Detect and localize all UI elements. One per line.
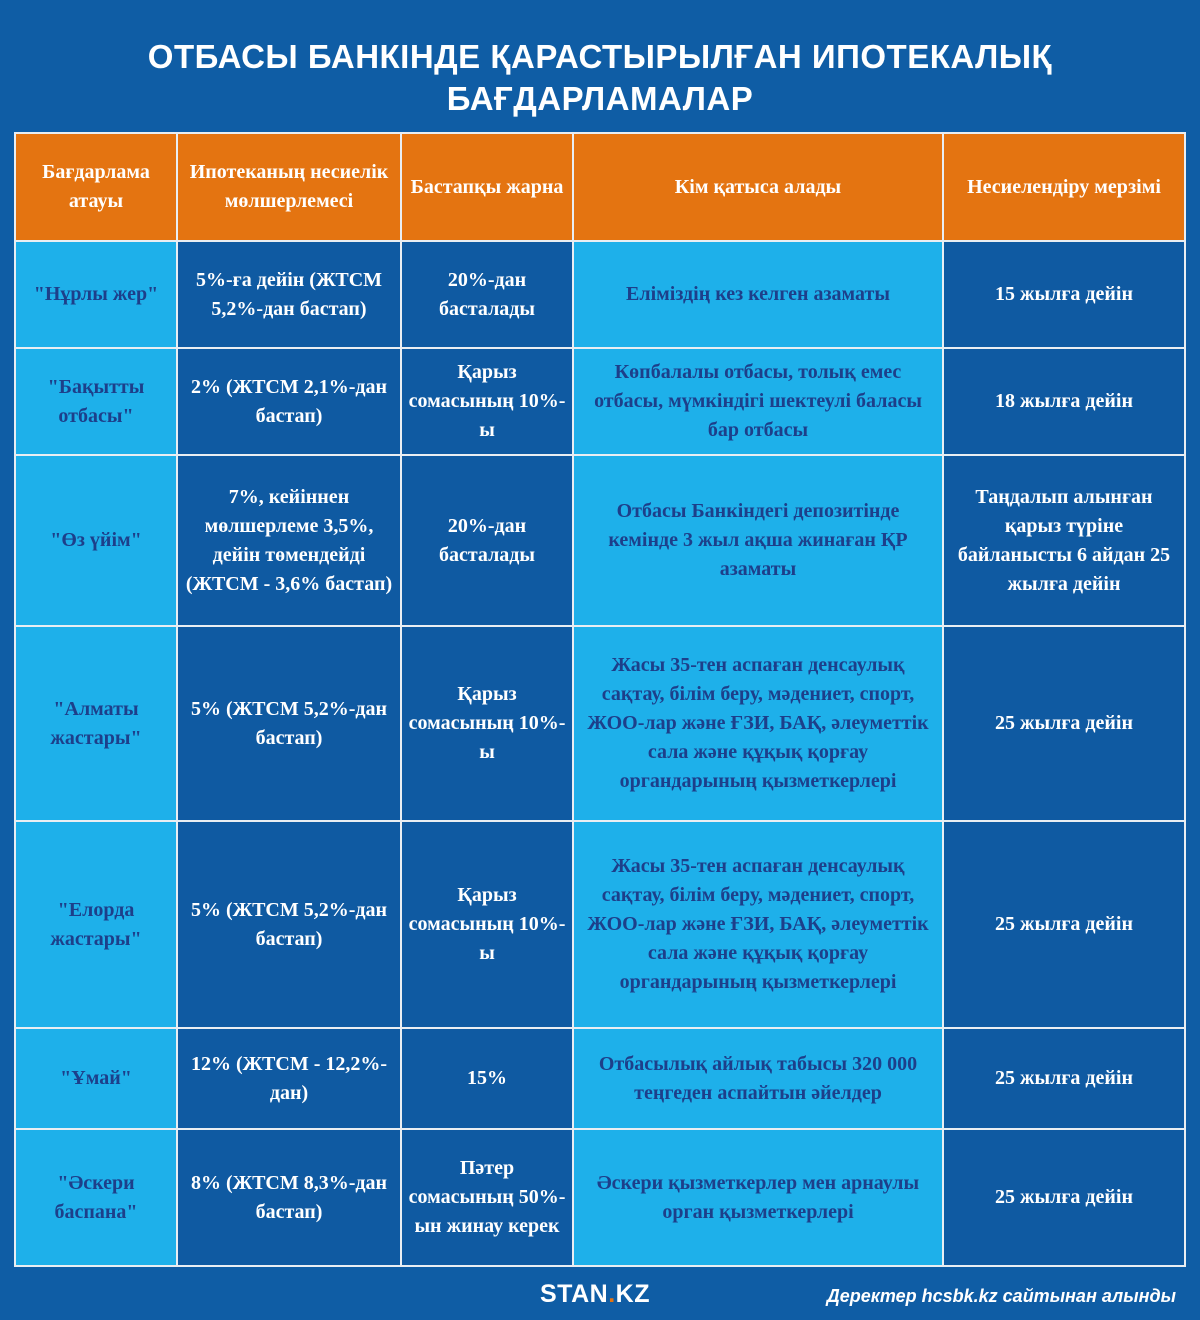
- cell-down-payment: Қарыз сомасының 10%-ы: [401, 821, 573, 1028]
- cell-eligibility: Отбасылық айлық табысы 320 000 теңгеден аспайтын әйелдер: [573, 1028, 943, 1129]
- source-note: Деректер hcsbk.kz сайтынан алынды: [826, 1286, 1176, 1306]
- cell-interest-rate: 5%-ға дейін (ЖТСМ 5,2%-дан бастап): [177, 241, 401, 348]
- cell-loan-term: 25 жылға дейін: [943, 626, 1185, 821]
- header-down-payment: Бастапқы жарна: [401, 133, 573, 241]
- cell-eligibility: Жасы 35-тен аспаған денсаулық сақтау, білім беру, мәдениет, спорт, ЖОО-лар және ҒЗИ, БАҚ, әлеуметтік сала және құқық қорғау органдарының қызметкерлері: [573, 626, 943, 821]
- cell-program-name: "Нұрлы жер": [15, 241, 177, 348]
- cell-interest-rate: 2% (ЖТСМ 2,1%-дан бастап): [177, 348, 401, 455]
- table-row: [15, 241, 1185, 348]
- stan-kz-logo: [540, 1280, 650, 1309]
- cell-eligibility: Көпбалалы отбасы, толық емес отбасы, мүмкіндігі шектеулі баласы бар отбасы: [573, 348, 943, 455]
- cell-eligibility: Еліміздің кез келген азаматы: [573, 241, 943, 348]
- cell-interest-rate: 12% (ЖТСМ - 12,2%-дан): [177, 1028, 401, 1129]
- table-row: [15, 1129, 1185, 1266]
- cell-eligibility: Отбасы Банкіндегі депозитінде кемінде 3 жыл ақша жинаған ҚР азаматы: [573, 455, 943, 626]
- header-program-name: Бағдарлама атауы: [15, 133, 177, 241]
- table-row: [15, 1028, 1185, 1129]
- header-eligibility: Кім қатыса алады: [573, 133, 943, 241]
- cell-program-name: "Елорда жастары": [15, 821, 177, 1028]
- cell-eligibility: Әскери қызметкерлер мен арнаулы орган қызметкерлері: [573, 1129, 943, 1266]
- header-interest-rate: Ипотеканың несиелік мөлшерлемесі: [177, 133, 401, 241]
- cell-interest-rate: 5% (ЖТСМ 5,2%-дан бастап): [177, 821, 401, 1028]
- table-row: [15, 348, 1185, 455]
- cell-interest-rate: 8% (ЖТСМ 8,3%-дан бастап): [177, 1129, 401, 1266]
- cell-down-payment: 20%-дан басталады: [401, 455, 573, 626]
- cell-interest-rate: 5% (ЖТСМ 5,2%-дан бастап): [177, 626, 401, 821]
- table-row: [15, 821, 1185, 1028]
- cell-loan-term: 15 жылға дейін: [943, 241, 1185, 348]
- logo-tld-text: KZ: [615, 1280, 650, 1308]
- table-row: [15, 455, 1185, 626]
- cell-program-name: "Әскери баспана": [15, 1129, 177, 1266]
- cell-program-name: "Ұмай": [15, 1028, 177, 1129]
- cell-program-name: "Өз үйім": [15, 455, 177, 626]
- cell-interest-rate: 7%, кейіннен мөлшерлеме 3,5%, дейін төмендейді (ЖТСМ - 3,6% бастап): [177, 455, 401, 626]
- table-row: [15, 626, 1185, 821]
- cell-down-payment: Қарыз сомасының 10%-ы: [401, 348, 573, 455]
- page-title-line2: БАҒДАРЛАМАЛАР: [446, 80, 754, 117]
- cell-loan-term: 25 жылға дейін: [943, 1028, 1185, 1129]
- cell-down-payment: Қарыз сомасының 10%-ы: [401, 626, 573, 821]
- cell-program-name: "Алматы жастары": [15, 626, 177, 821]
- page-title: [0, 36, 1200, 120]
- cell-eligibility: Жасы 35-тен аспаған денсаулық сақтау, білім беру, мәдениет, спорт, ЖОО-лар және ҒЗИ, БАҚ, әлеуметтік сала және құқық қорғау органдарының қызметкерлері: [573, 821, 943, 1028]
- page-title-line1: ОТБАСЫ БАНКІНДЕ ҚАРАСТЫРЫЛҒАН ИПОТЕКАЛЫҚ: [147, 38, 1053, 75]
- cell-down-payment: Пәтер сомасының 50%-ын жинау керек: [401, 1129, 573, 1266]
- logo-main-text: STAN: [540, 1280, 609, 1308]
- header-loan-term: Несиелендіру мерзімі: [943, 133, 1185, 241]
- cell-loan-term: 25 жылға дейін: [943, 821, 1185, 1028]
- cell-loan-term: Таңдалып алынған қарыз түріне байланысты 6 айдан 25 жылға дейін: [943, 455, 1185, 626]
- cell-down-payment: 15%: [401, 1028, 573, 1129]
- cell-loan-term: 25 жылға дейін: [943, 1129, 1185, 1266]
- logo-dot: .: [608, 1280, 616, 1308]
- cell-program-name: "Бақытты отбасы": [15, 348, 177, 455]
- mortgage-programs-table: [14, 132, 1184, 1267]
- cell-loan-term: 18 жылға дейін: [943, 348, 1185, 455]
- table-header-row: [15, 133, 1185, 241]
- cell-down-payment: 20%-дан басталады: [401, 241, 573, 348]
